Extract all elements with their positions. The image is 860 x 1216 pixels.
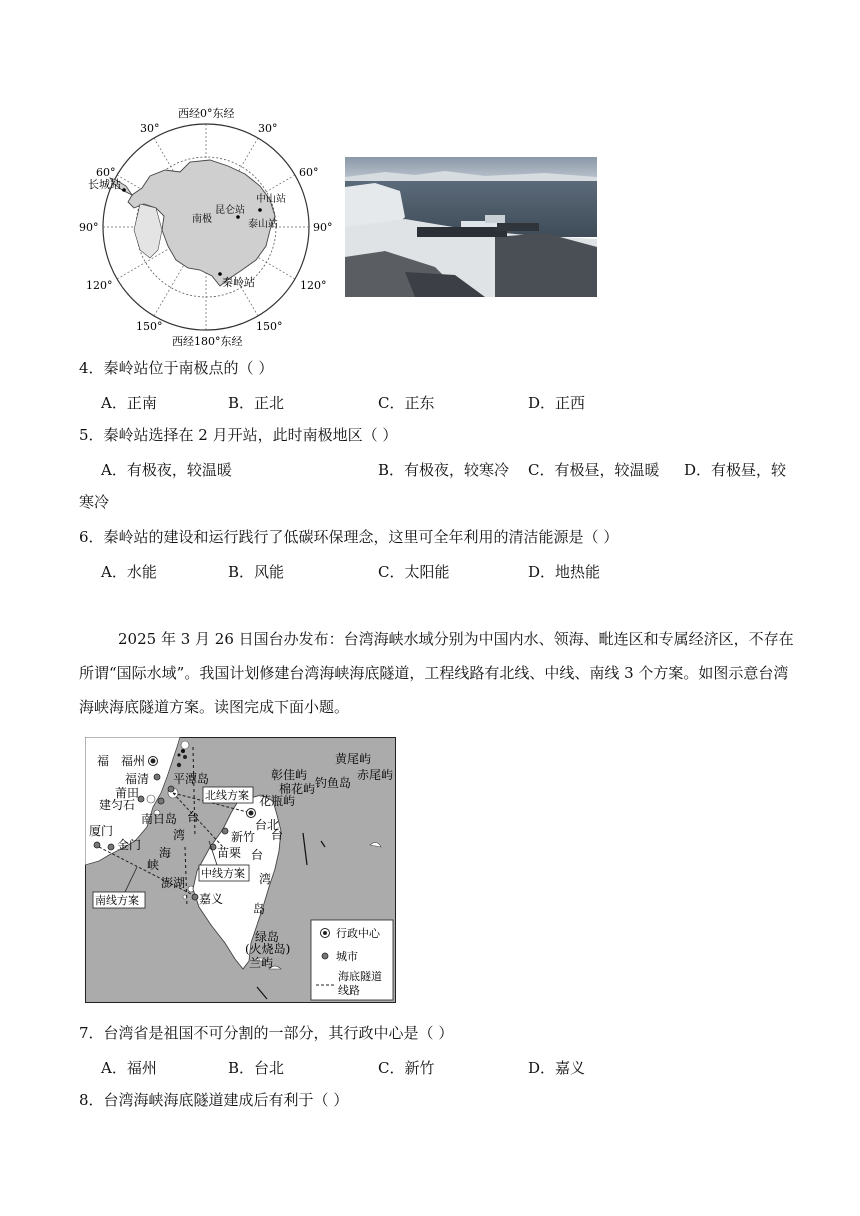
- label-fuzhou: 福州: [121, 754, 146, 768]
- label-pingtan: 平潭岛: [173, 772, 210, 786]
- q5-option-a[interactable]: A．有极夜，较温暖: [101, 461, 232, 479]
- label-fu: 福: [97, 754, 110, 768]
- q6-option-b[interactable]: B．风能: [228, 563, 285, 581]
- deg-label: 90°: [79, 221, 99, 234]
- q7-option-d[interactable]: D．嘉义: [528, 1059, 586, 1077]
- q5-option-d[interactable]: D．有极昼，较: [684, 461, 787, 479]
- q7-option-a[interactable]: A．福州: [101, 1059, 157, 1077]
- label-jiayi: 嘉义: [199, 892, 224, 906]
- label-diaoyu: 钓鱼岛: [315, 776, 352, 790]
- q4-option-a[interactable]: A．正南: [101, 394, 157, 412]
- deg-label: 60°: [299, 166, 319, 179]
- station-kunlun: 昆仑站: [215, 205, 245, 216]
- taiwan-char: 台: [271, 828, 284, 842]
- station-qinling: 秦岭站: [222, 276, 255, 289]
- label-xiamen: 厦门: [89, 824, 114, 838]
- island-char: 岛: [253, 902, 266, 916]
- island-char: 湾: [259, 872, 272, 886]
- deg-label: 90°: [313, 221, 333, 234]
- legend-city: 城市: [336, 950, 358, 963]
- label-chiwei: 赤尾屿: [357, 768, 394, 782]
- island-char: 台: [251, 848, 264, 862]
- question-5: 5．秦岭站选择在 2 月开站，此时南极地区（ ）: [79, 426, 398, 444]
- q7-option-c[interactable]: C．新竹: [378, 1059, 435, 1077]
- q5-option-b[interactable]: B．有极夜，较寒冷: [378, 461, 510, 479]
- label-xinzhu: 新竹: [231, 830, 256, 844]
- label-nanri: 南日岛: [141, 812, 178, 826]
- label-zhangjia: 彰佳屿: [271, 768, 308, 782]
- q5-option-d-wrap: 寒冷: [79, 493, 110, 511]
- passage-line-1: 2025 年 3 月 26 日国台办发布：台湾海峡水域分别为中国内水、领海、毗连区和专属经济区，不存在: [118, 630, 794, 648]
- q4-option-c[interactable]: C．正东: [378, 394, 435, 412]
- map-bottom-label: 西经180°东经: [172, 335, 243, 348]
- station-changcheng: 长城站: [88, 178, 121, 191]
- strait-char: 台: [187, 810, 200, 824]
- strait-char: 海: [159, 846, 172, 860]
- north-plan-label: 北线方案: [205, 789, 249, 802]
- label-taibei: 台北: [255, 818, 280, 832]
- label-jianhe: 建匀石: [99, 798, 136, 812]
- q4-option-b[interactable]: B．正北: [228, 394, 285, 412]
- q6-option-a[interactable]: A．水能: [101, 563, 157, 581]
- south-pole-label: 南极: [192, 214, 212, 225]
- label-huoshao: (火烧岛): [245, 942, 291, 956]
- deg-label: 30°: [140, 122, 160, 135]
- question-4: 4．秦岭站位于南极点的（ ）: [79, 359, 274, 377]
- label-penghu: 澎湖: [161, 876, 186, 890]
- strait-char: 峡: [147, 858, 160, 872]
- deg-label: 150°: [256, 320, 283, 333]
- label-huangwei: 黄尾屿: [335, 752, 372, 766]
- question-6: 6．秦岭站的建设和运行践行了低碳环保理念，这里可全年利用的清洁能源是（ ）: [79, 528, 619, 546]
- label-miaoli: 苗栗: [217, 846, 242, 860]
- passage-line-3: 海峡海底隧道方案。读图完成下面小题。: [79, 698, 350, 716]
- q6-option-c[interactable]: C．太阳能: [378, 563, 450, 581]
- legend-tunnel-2: 线路: [338, 984, 360, 997]
- deg-label: 30°: [258, 122, 278, 135]
- q5-option-c[interactable]: C．有极昼，较温暖: [528, 461, 660, 479]
- qinling-station-photo: [345, 157, 597, 297]
- q6-option-d[interactable]: D．地热能: [528, 563, 601, 581]
- deg-label: 60°: [96, 166, 116, 179]
- map-top-label: 西经0°东经: [178, 107, 235, 120]
- q4-option-d[interactable]: D．正西: [528, 394, 586, 412]
- question-8: 8．台湾海峡海底隧道建成后有利于（ ）: [79, 1091, 349, 1109]
- deg-label: 120°: [300, 279, 327, 292]
- label-lanyu: 兰屿: [249, 956, 274, 970]
- question-7: 7．台湾省是祖国不可分割的一部分，其行政中心是（ ）: [79, 1024, 454, 1042]
- legend-tunnel: 海底隧道: [338, 970, 382, 983]
- label-huaping: 花瓶屿: [259, 794, 296, 808]
- legend-admin: 行政中心: [336, 927, 380, 940]
- station-zhongshan: 中山站: [256, 194, 286, 205]
- antarctic-map: [70, 100, 340, 350]
- label-jinmen: 金门: [117, 838, 142, 852]
- passage-line-2: 所谓“国际水域”。我国计划修建台湾海峡海底隧道，工程线路有北线、中线、南线 3 个方案。如图示意台湾: [79, 664, 789, 682]
- label-ludao: 绿岛: [255, 930, 280, 944]
- south-plan-label: 南线方案: [95, 894, 139, 907]
- taiwan-strait-map: [85, 737, 396, 1003]
- strait-char: 湾: [173, 828, 186, 842]
- label-putian: 莆田: [115, 786, 140, 800]
- deg-label: 150°: [136, 320, 163, 333]
- label-mianhua: 棉花屿: [279, 782, 316, 796]
- q7-option-b[interactable]: B．台北: [228, 1059, 285, 1077]
- mid-plan-label: 中线方案: [201, 867, 245, 880]
- station-taishan: 泰山站: [248, 219, 278, 230]
- label-fuqing: 福清: [125, 772, 150, 786]
- deg-label: 120°: [86, 279, 113, 292]
